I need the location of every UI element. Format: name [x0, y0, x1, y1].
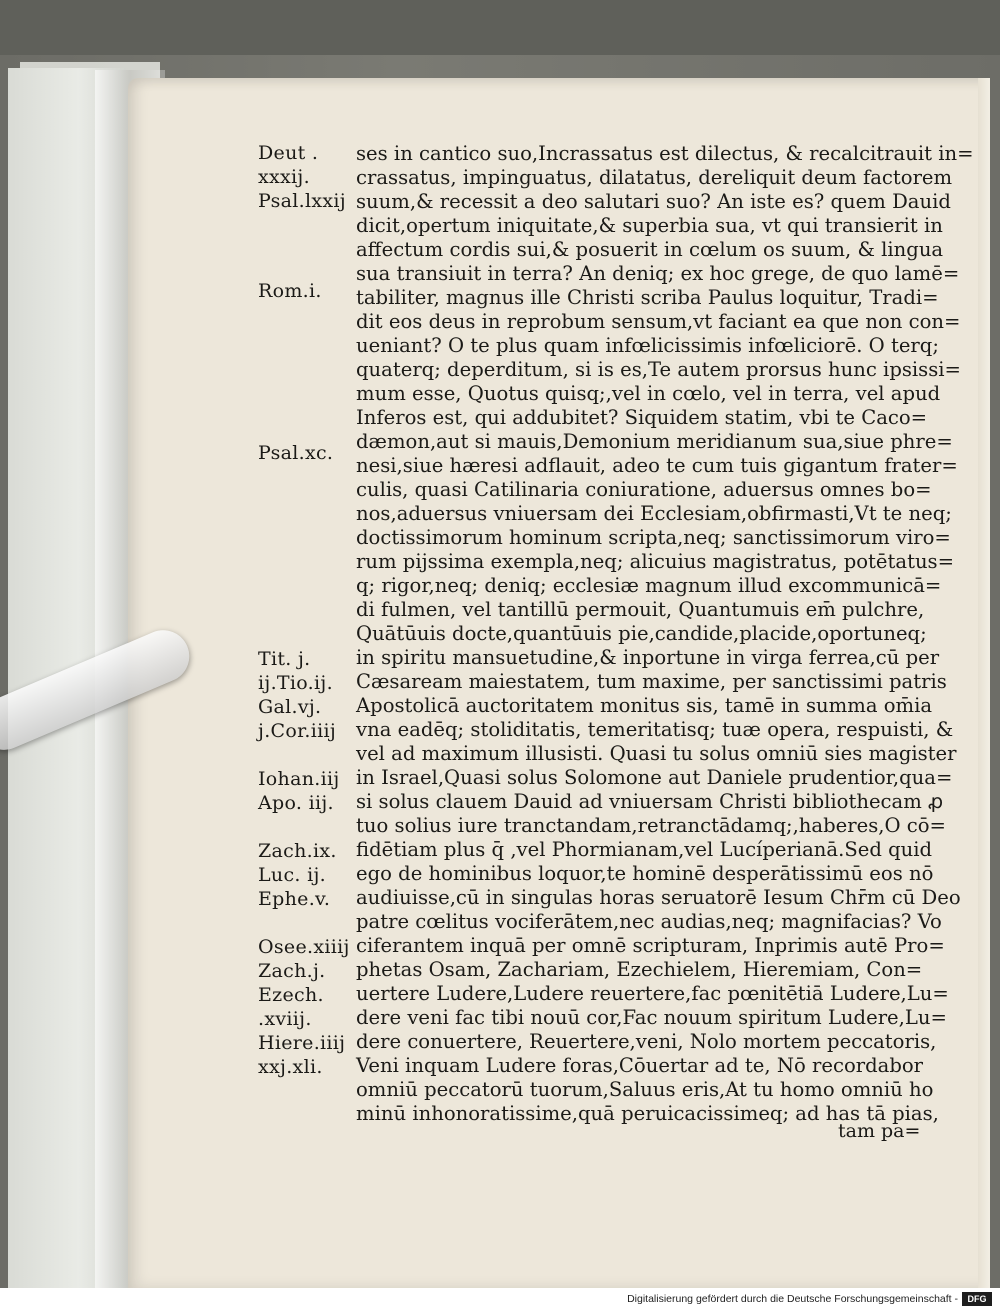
text-line: di fulmen, vel tantillū permouit, Quantumuis em̄ pulchre,	[356, 598, 925, 621]
text-line: in Israel,Quasi solus Solomone aut Daniele prudentior,qua=	[356, 766, 953, 789]
text-line: doctissimorum hominum scripta,neq; sanctissimorum viro=	[356, 526, 951, 549]
text-line: Apostolicā auctoritatem monitus sis, tamē in summa om̄ia	[356, 694, 933, 717]
margin-note: Osee.xiiij	[258, 936, 350, 958]
margin-note: xxj.xli.	[258, 1056, 323, 1078]
margin-note: Tit. j.	[258, 648, 311, 670]
margin-note: Ezech.	[258, 984, 324, 1006]
text-line: uertere Ludere,Ludere reuertere,fac pœnitētiā Ludere,Lu=	[356, 982, 949, 1005]
text-line: audiuisse,cū in singulas horas seruatorē Iesum Chr̄m cū Deo	[356, 886, 961, 909]
margin-note: Hiere.iiij	[258, 1032, 346, 1054]
text-line: phetas Osam, Zachariam, Ezechielem, Hieremiam, Con=	[356, 958, 923, 981]
text-line: affectum cordis sui,& posuerit in cœlum os suum, & lingua	[356, 238, 944, 261]
text-line: dere veni fac tibi nouū cor,Fac nouum spiritum Ludere,Lu=	[356, 1006, 947, 1029]
text-line: vna eadēq; stoliditatis, temeritatisq; tuæ opera, respuisti, &	[356, 718, 954, 741]
text-line: q; rigor,neq; deniq; ecclesiæ magnum illud excommunicā=	[356, 574, 942, 597]
margin-note: j.Cor.iiij	[258, 720, 337, 742]
margin-note: Luc. ij.	[258, 864, 326, 886]
text-line: tabiliter, magnus ille Christi scriba Paulus loquitur, Tradi=	[356, 286, 939, 309]
text-line: dicit,opertum iniquitate,& superbia sua, vt qui transierit in	[356, 214, 943, 237]
margin-note: Psal.lxxij	[258, 190, 346, 212]
margin-note: Ephe.v.	[258, 888, 331, 910]
text-line: Cæsaream maiestatem, tum maxime, per sanctissimi patris	[356, 670, 947, 693]
text-line: quaterq; deperditum, si is es,Te autem prorsus hunc ipsissi=	[356, 358, 961, 381]
text-line: culis, quasi Catilinaria coniuratione, aduersus omnes bo=	[356, 478, 932, 501]
margin-note: Gal.vj.	[258, 696, 322, 718]
margin-note: Zach.j.	[258, 960, 326, 982]
text-line: nesi,siue hæresi adflauit, adeo te cum tuis gigantum frater=	[356, 454, 958, 477]
text-line: nos,aduersus vniuersam dei Ecclesiam,obfirmasti,Vt te neq;	[356, 502, 952, 525]
text-line: Inferos est, qui addubitet? Siquidem statim, vbi te Caco=	[356, 406, 928, 429]
margin-note: Iohan.iij	[258, 768, 340, 790]
text-line: omniū peccatorū tuorum,Saluus eris,At tu homo omniū ho	[356, 1078, 934, 1101]
margin-note: Apo. iij.	[258, 792, 334, 814]
text-line: ses in cantico suo,Incrassatus est dilectus, & recalcitrauit in=	[356, 142, 974, 165]
text-line: in spiritu mansuetudine,& inportune in virga ferrea,cū per	[356, 646, 940, 669]
text-line: tuo solius iure tranctandam,retranctādamq;,haberes,O cō=	[356, 814, 946, 837]
text-line: minū inhonoratissime,quā peruicacissimeq; ad has tā pias,	[356, 1102, 939, 1125]
margin-note: .xviij.	[258, 1008, 312, 1030]
text-line: fidētiam plus q̄ ,vel Phormianam,vel Lucíperianā.Sed quid	[356, 838, 933, 861]
footer-credit: Digitalisierung gefördert durch die Deutsche Forschungsgemeinschaft -	[627, 1293, 958, 1305]
margin-note: Psal.xc.	[258, 442, 334, 464]
text-line: dit eos deus in reprobum sensum,vt faciant ea que non con=	[356, 310, 961, 333]
text-line: si solus clauem Dauid ad vniuersam Christi bibliothecam ꝓ	[356, 790, 944, 813]
text-line: dere conuertere, Reuertere,veni, Nolo mortem peccatoris,	[356, 1030, 937, 1053]
dfg-logo-icon: DFG	[962, 1292, 992, 1306]
catchword: tam pa=	[838, 1120, 921, 1142]
text-line: sua transiuit in terra? An deniq; ex hoc grege, de quo lamē=	[356, 262, 960, 285]
text-line: rum pijssima exempla,neq; alicuius magistratus, potētatus=	[356, 550, 955, 573]
text-line: patre cœlitus vociferātem,nec audias,neq; magnifacias? Vo	[356, 910, 942, 933]
text-line: Quātūuis docte,quantūuis pie,candide,placide,oportuneq;	[356, 622, 927, 645]
text-line: suum,& recessit a deo salutari suo? An iste es? quem Dauid	[356, 190, 951, 213]
text-line: ego de hominibus loquor,te hominē desperātissimū eos nō	[356, 862, 934, 885]
footer-bar	[0, 1288, 1000, 1310]
text-line: crassatus, impinguatus, dilatatus, dereliquit deum factorem	[356, 166, 953, 189]
margin-note: Zach.ix.	[258, 840, 337, 862]
text-line: dæmon,aut si mauis,Demonium meridianum sua,siue phre=	[356, 430, 953, 453]
text-line: vel ad maximum illusisti. Quasi tu solus omniū sies magister	[356, 742, 957, 765]
page-edge	[978, 78, 990, 1288]
margin-note: Rom.i.	[258, 280, 322, 302]
text-line: Veni inquam Ludere foras,Cōuertar ad te, Nō recordabor	[356, 1054, 924, 1077]
text-line: ciferantem inquā per omnē scripturam, Inprimis autē Pro=	[356, 934, 945, 957]
margin-note: Deut .	[258, 142, 319, 164]
text-line: ueniant? O te plus quam infœlicissimis infœliciorē. O terq;	[356, 334, 939, 357]
margin-note: xxxij.	[258, 166, 310, 188]
text-line: mum esse, Quotus quisq;,vel in cœlo, vel in terra, vel apud	[356, 382, 941, 405]
margin-note: ij.Tio.ij.	[258, 672, 333, 694]
